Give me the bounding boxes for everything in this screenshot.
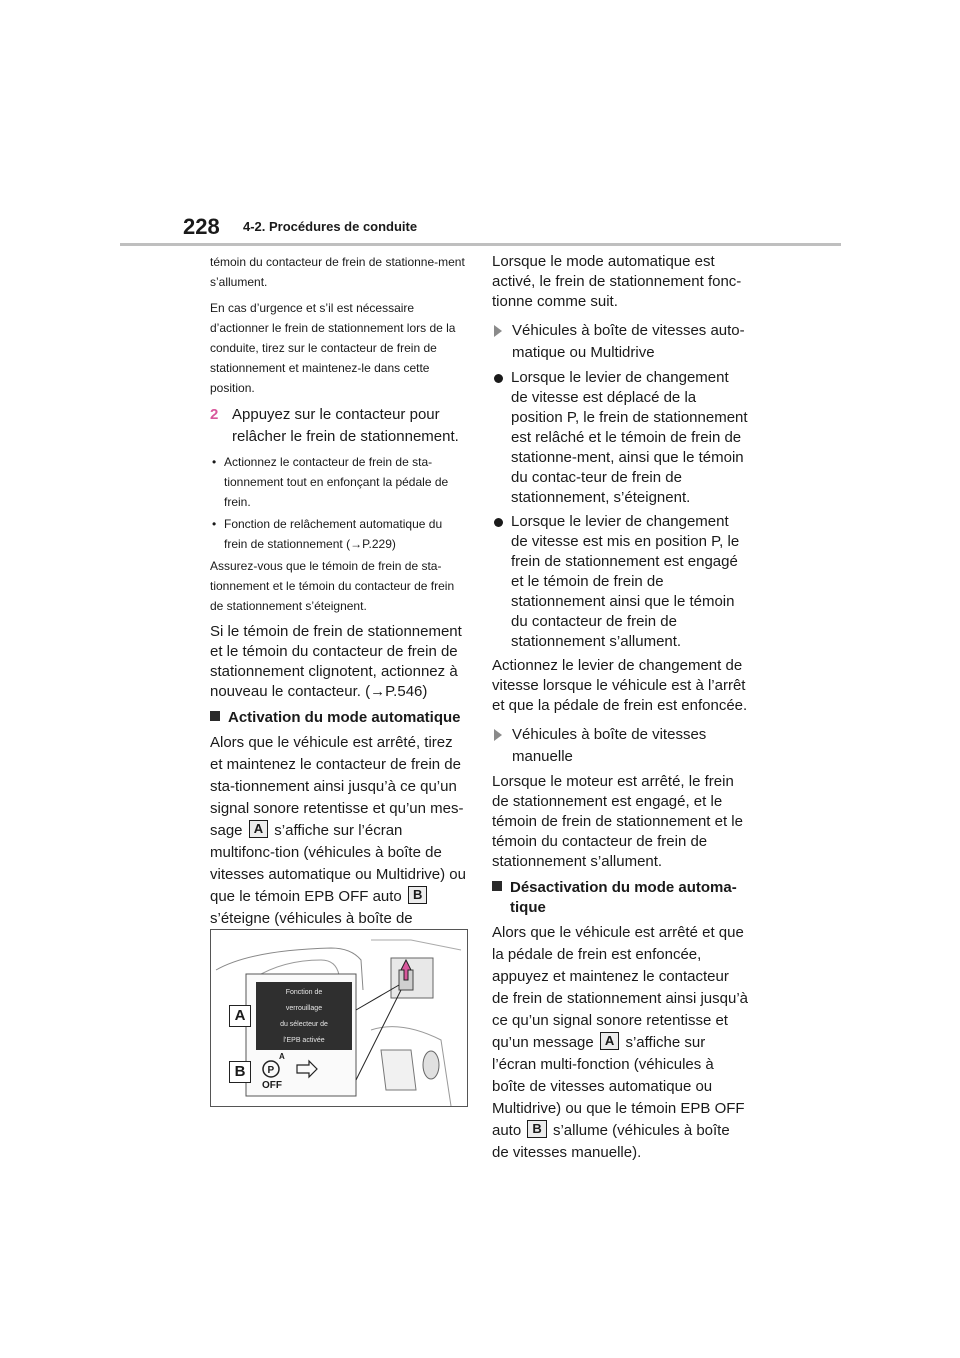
page-number: 228	[183, 214, 220, 239]
paragraph: Lorsque le moteur est arrêté, le frein de stationnement est engagé, et le témoin de frein de stationnement et le témoin du contacteur de frein de stationnement s’allument.	[492, 773, 743, 870]
round-bullet-icon	[494, 518, 503, 527]
text: s’éteigne (véhicules à boîte de	[210, 910, 413, 927]
right-column	[492, 252, 748, 1170]
dot-item-text: Lorsque le levier de changement de vitesse est mis en position P, le frein de stationnement est engagé et le témoin de frein de stationnement ainsi que le témoin du contacteur de frein de stationnement s’allument.	[511, 513, 740, 650]
illustration-figure	[210, 929, 468, 1107]
header-rule	[120, 243, 841, 246]
step-2	[210, 404, 468, 448]
triangle-bullet-icon	[494, 729, 502, 741]
arrow-item-text: Véhicules à boîte de vitesses manuelle	[512, 726, 707, 765]
multi-info-display-message	[256, 982, 352, 1050]
paragraph: En cas d’urgence et s’il est nécessaire d’actionner le frein de stationnement lors de la conduite, tirez sur le contacteur de frein de stationnement et maintenez-le dans cette position.	[210, 301, 456, 395]
svg-text:P: P	[267, 1065, 275, 1076]
arrow-item	[492, 320, 748, 364]
message-line: l’EPB activée	[283, 1036, 325, 1044]
bullet-item: • Actionnez le contacteur de frein de sta-tionnement tout en enfonçant la pédale de frein.	[210, 452, 468, 512]
dot-item	[492, 512, 748, 652]
epb-a-indicator: A	[279, 1052, 285, 1061]
label-a: A	[600, 1032, 619, 1050]
left-column	[210, 252, 468, 956]
text: s’affiche sur l’écran multifonc-tion (véhicules à boîte de vitesses automatique ou Multidrive) ou que le témoin EPB OFF auto	[210, 822, 466, 905]
label-a: A	[249, 820, 268, 838]
paragraph: Lorsque le mode automatique est activé, le frein de stationnement fonc-tionne comme suit.	[492, 253, 742, 310]
message-line: Fonction de	[285, 988, 323, 996]
subheading-deactivation	[492, 878, 748, 918]
bullet-item: • Fonction de relâchement automatique du frein de stationnement (→P.229)	[210, 514, 468, 554]
label-b: B	[527, 1120, 546, 1138]
text: Alors que le véhicule est arrêté, tirez et maintenez le contacteur de frein de sta-tionnement ainsi jusqu’à ce qu’un signal sonore retentisse et qu’un mes-sage	[210, 734, 464, 839]
paragraph: Actionnez le levier de changement de vitesse lorsque le véhicule est à l’arrêt et que la pédale de frein est enfoncée.	[492, 657, 748, 714]
text: s’allume (véhicules à boîte de vitesses manuelle).	[492, 1122, 730, 1161]
figure-label-b: B	[229, 1061, 251, 1083]
subheading-text: Désactivation du mode automa-tique	[510, 879, 737, 916]
arrow-item-text: Véhicules à boîte de vitesses auto-matique ou Multidrive	[512, 322, 745, 361]
dot-item	[492, 368, 748, 508]
paragraph: témoin du contacteur de frein de stationne-ment s’allument.	[210, 255, 465, 289]
message-line: du sélecteur de	[280, 1020, 328, 1028]
label-b: B	[408, 886, 427, 904]
paragraph-deactivation	[492, 922, 748, 1164]
paragraph: Si le témoin de frein de stationnement et le témoin du contacteur de frein de stationnement clignotent, actionnez à nouveau le contacteur. (→P.546)	[210, 623, 462, 700]
square-bullet-icon	[492, 881, 502, 891]
subheading-activation	[210, 708, 468, 728]
message-line: verrouillage	[285, 1004, 323, 1012]
paragraph-activation	[210, 732, 468, 952]
square-bullet-icon	[210, 711, 220, 721]
subheading-text: Activation du mode automatique	[228, 709, 461, 726]
step-text: Appuyez sur le contacteur pour relâcher le frein de stationnement.	[232, 406, 459, 445]
epb-off-indicator: OFF	[262, 1080, 282, 1091]
figure-label-a: A	[229, 1005, 251, 1027]
step-number: 2	[210, 406, 219, 423]
paragraph: Assurez-vous que le témoin de frein de sta-tionnement et le témoin du contacteur de frein de stationnement s’éteignent.	[210, 559, 455, 613]
text: Alors que le véhicule est arrêté et que la pédale de frein est enfoncée, appuyez et maintenez le contacteur de frein de stationnement ainsi jusqu’à ce qu’un signal sonore retentisse et qu’un message	[492, 924, 748, 1051]
dot-item-text: Lorsque le levier de changement de vitesse est déplacé de la position P, le frein de stationnement est relâché et le témoin de frein de stationne-ment, ainsi que le témoin du contac-teur de frein de stationnement, s’éteignent.	[511, 369, 748, 506]
section-title: 4-2. Procédures de conduite	[243, 219, 418, 234]
arrow-item	[492, 724, 748, 768]
round-bullet-icon	[494, 374, 503, 383]
text: s’affiche sur l’écran multi-fonction (véhicules à boîte de vitesses automatique ou Multidrive) ou que le témoin EPB OFF auto	[492, 1034, 745, 1139]
triangle-bullet-icon	[494, 325, 502, 337]
